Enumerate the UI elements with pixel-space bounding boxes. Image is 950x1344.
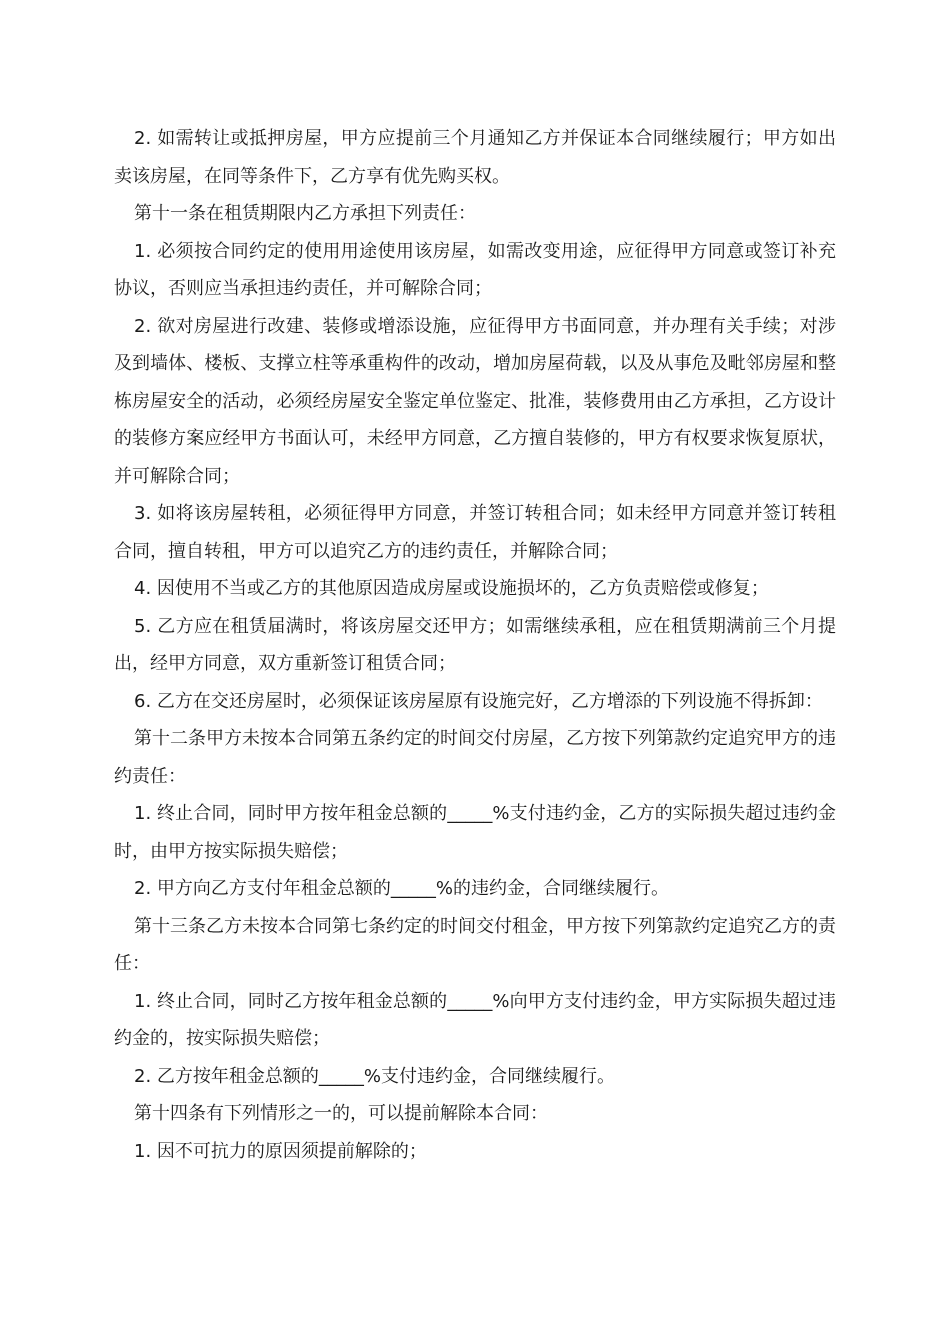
clause-heading: 第十二条甲方未按本合同第五条约定的时间交付房屋，乙方按下列第款约定追究甲方的违约责任：: [114, 728, 836, 787]
paragraph: 2. 如需转让或抵押房屋，甲方应提前三个月通知乙方并保证本合同继续履行；甲方如出卖该房屋，在同等条件下，乙方享有优先购买权。: [114, 128, 836, 187]
paragraph: 6. 乙方在交还房屋时，必须保证该房屋原有设施完好，乙方增添的下列设施不得拆卸：: [134, 690, 823, 712]
clause-heading: 第十一条在租赁期限内乙方承担下列责任：: [134, 203, 476, 224]
paragraph: 1. 必须按合同约定的使用用途使用该房屋，如需改变用途，应征得甲方同意或签订补充协议，否则应当承担违约责任，并可解除合同；: [114, 240, 836, 299]
paragraph: 4. 因使用不当或乙方的其他原因造成房屋或设施损坏的，乙方负责赔偿或修复；: [134, 578, 769, 599]
paragraph: 5. 乙方应在租赁届满时，将该房屋交还甲方；如需继续承租，应在租赁期满前三个月提出，经甲方同意，双方重新签订租赁合同；: [114, 615, 836, 674]
clause-heading: 第十三条乙方未按本合同第七条约定的时间交付租金，甲方按下列第款约定追究乙方的责任：: [114, 915, 836, 974]
paragraph: 3. 如将该房屋转租，必须征得甲方同意，并签订转租合同；如未经甲方同意并签订转租合同，擅自转租，甲方可以追究乙方的违约责任，并解除合同；: [114, 503, 836, 562]
paragraph: 1. 终止合同，同时甲方按年租金总额的_____%支付违约金，乙方的实际损失超过违约金时，由甲方按实际损失赔偿；: [114, 803, 836, 862]
document-body: [114, 120, 836, 1170]
paragraph: 2. 欲对房屋进行改建、装修或增添设施，应征得甲方书面同意，并办理有关手续；对涉及到墙体、楼板、支撑立柱等承重构件的改动，增加房屋荷载，以及从事危及毗邻房屋和整栋房屋安全的活动，必须经房屋安全鉴定单位鉴定、批准，装修费用由乙方承担，乙方设计的装修方案应经甲方书面认可，未经甲方同意，乙方擅自装修的，甲方有权要求恢复原状，并可解除合同；: [114, 315, 836, 487]
paragraph: 2. 甲方向乙方支付年租金总额的_____%的违约金，合同继续履行。: [134, 878, 669, 899]
paragraph: 1. 终止合同，同时乙方按年租金总额的_____%向甲方支付违约金，甲方实际损失超过违约金的，按实际损失赔偿；: [114, 990, 836, 1049]
paragraph: 2. 乙方按年租金总额的_____%支付违约金，合同继续履行。: [134, 1065, 615, 1087]
clause-heading: 第十四条有下列情形之一的，可以提前解除本合同：: [134, 1103, 548, 1124]
paragraph: 1. 因不可抗力的原因须提前解除的；: [134, 1140, 427, 1162]
